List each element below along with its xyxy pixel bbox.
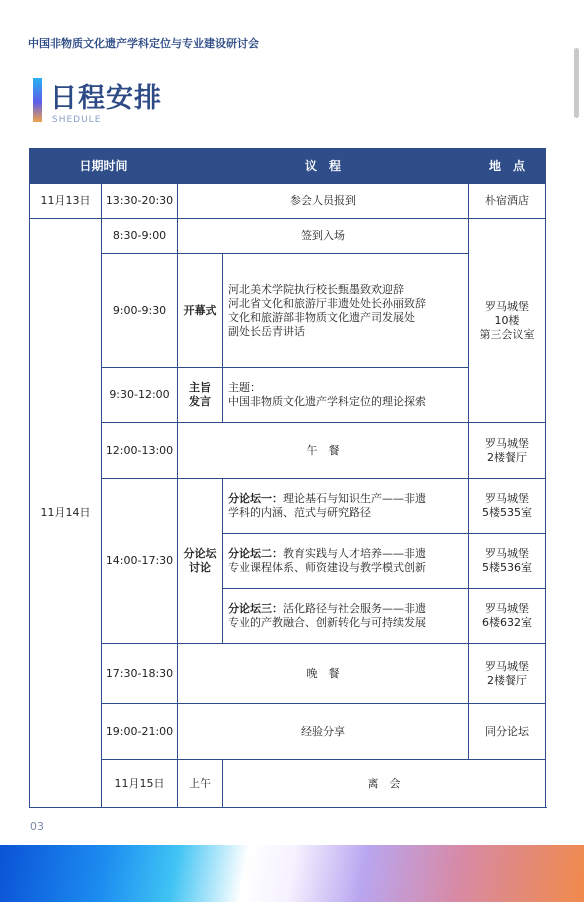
header-agenda: 议 程 [178, 149, 469, 184]
agenda-cell: 晚 餐 [178, 644, 469, 704]
time-cell: 17:30-18:30 [102, 644, 178, 704]
forum-topic: 专业课程体系、师资建设与教学模式创新 [228, 561, 427, 574]
location-line: 2楼餐厅 [487, 450, 528, 464]
session-label [178, 479, 223, 644]
table-row [30, 184, 546, 219]
page-title: 日程安排 [50, 83, 162, 114]
forum-topic-cell [223, 589, 469, 644]
time-cell: 8:30-9:00 [102, 219, 178, 254]
time-cell: 上午 [178, 760, 223, 808]
time-cell: 9:00-9:30 [102, 254, 178, 368]
conference-title: 中国非物质文化遗产学科定位与专业建设研讨会 [28, 37, 259, 50]
location-line: 罗马城堡 [485, 436, 530, 450]
location-line: 罗马城堡 [485, 299, 530, 313]
agenda-cell [223, 254, 469, 368]
table-row [30, 254, 546, 368]
agenda-cell: 离 会 [223, 760, 546, 808]
location-line: 罗马城堡 [485, 602, 530, 615]
agenda-cell: 经验分享 [178, 704, 469, 760]
table-row [30, 368, 546, 423]
forum-topic: 活化路径与社会服务——非遗 [283, 602, 427, 615]
location-line: 罗马城堡 [485, 659, 530, 673]
date-cell: 11月14日 [30, 219, 102, 808]
table-row [30, 479, 546, 534]
session-label-line: 发言 [189, 395, 212, 408]
time-cell: 13:30-20:30 [102, 184, 178, 219]
header-location: 地 点 [469, 149, 546, 184]
location-line: 5楼536室 [482, 561, 533, 574]
time-cell: 14:00-17:30 [102, 479, 178, 644]
location-cell [469, 534, 546, 589]
forum-topic: 教育实践与人才培养——非遗 [283, 547, 427, 560]
page-subtitle: SHEDULE [52, 115, 102, 125]
location-line: 罗马城堡 [485, 492, 530, 505]
forum-topic: 专业的产教融合、创新转化与可持续发展 [228, 616, 427, 629]
forum-name: 分论坛二： [228, 547, 284, 560]
footer-gradient-band [0, 845, 584, 902]
time-cell: 9:30-12:00 [102, 368, 178, 423]
location-line: 6楼632室 [482, 616, 533, 629]
location-line: 5楼535室 [482, 506, 533, 519]
session-label-line: 讨论 [189, 561, 212, 574]
time-cell: 19:00-21:00 [102, 704, 178, 760]
location-cell [469, 479, 546, 534]
agenda-cell: 午 餐 [178, 423, 469, 479]
table-row [30, 644, 546, 704]
page-number: 03 [30, 820, 44, 833]
agenda-cell: 签到入场 [178, 219, 469, 254]
forum-topic: 学科的内涵、范式与研究路径 [228, 506, 372, 519]
session-label: 开幕式 [178, 254, 223, 368]
session-label-line: 分论坛 [183, 547, 217, 560]
time-cell: 12:00-13:00 [102, 423, 178, 479]
header-date-time: 日期时间 [30, 149, 178, 184]
location-cell [469, 589, 546, 644]
agenda-line: 主题： [228, 381, 262, 394]
forum-topic-cell [223, 479, 469, 534]
agenda-line: 文化和旅游部非物质文化遗产司发展处 [228, 310, 416, 324]
session-label [178, 368, 223, 423]
location-cell [469, 644, 546, 704]
forum-topic-cell [223, 534, 469, 589]
title-accent-bar [33, 78, 42, 122]
location-cell: 同分论坛 [469, 704, 546, 760]
agenda-line: 副处长岳青讲话 [228, 324, 306, 338]
agenda-line: 中国非物质文化遗产学科定位的理论探索 [228, 395, 427, 408]
location-cell: 朴宿酒店 [469, 184, 546, 219]
date-cell: 11月15日 [102, 760, 178, 808]
forum-topic: 理论基石与知识生产——非遗 [283, 492, 427, 505]
table-row [30, 219, 546, 254]
table-row [30, 423, 546, 479]
schedule-table [29, 148, 546, 808]
location-line: 罗马城堡 [485, 547, 530, 560]
location-line: 2楼餐厅 [487, 673, 528, 687]
location-cell [469, 219, 546, 423]
date-cell: 11月13日 [30, 184, 102, 219]
agenda-line: 河北省文化和旅游厅非遗处处长孙丽致辞 [228, 296, 427, 310]
table-header-row [30, 149, 546, 184]
location-cell [469, 423, 546, 479]
table-row [30, 704, 546, 760]
agenda-cell [223, 368, 469, 423]
location-line: 第三会议室 [479, 327, 535, 341]
table-row [30, 760, 546, 808]
forum-name: 分论坛一： [228, 492, 284, 505]
forum-name: 分论坛三： [228, 602, 284, 615]
agenda-line: 河北美术学院执行校长甄墨致欢迎辞 [228, 282, 405, 296]
agenda-cell: 参会人员报到 [178, 184, 469, 219]
location-line: 10楼 [494, 313, 520, 327]
scrollbar[interactable] [574, 48, 579, 118]
session-label-line: 主旨 [189, 381, 212, 394]
